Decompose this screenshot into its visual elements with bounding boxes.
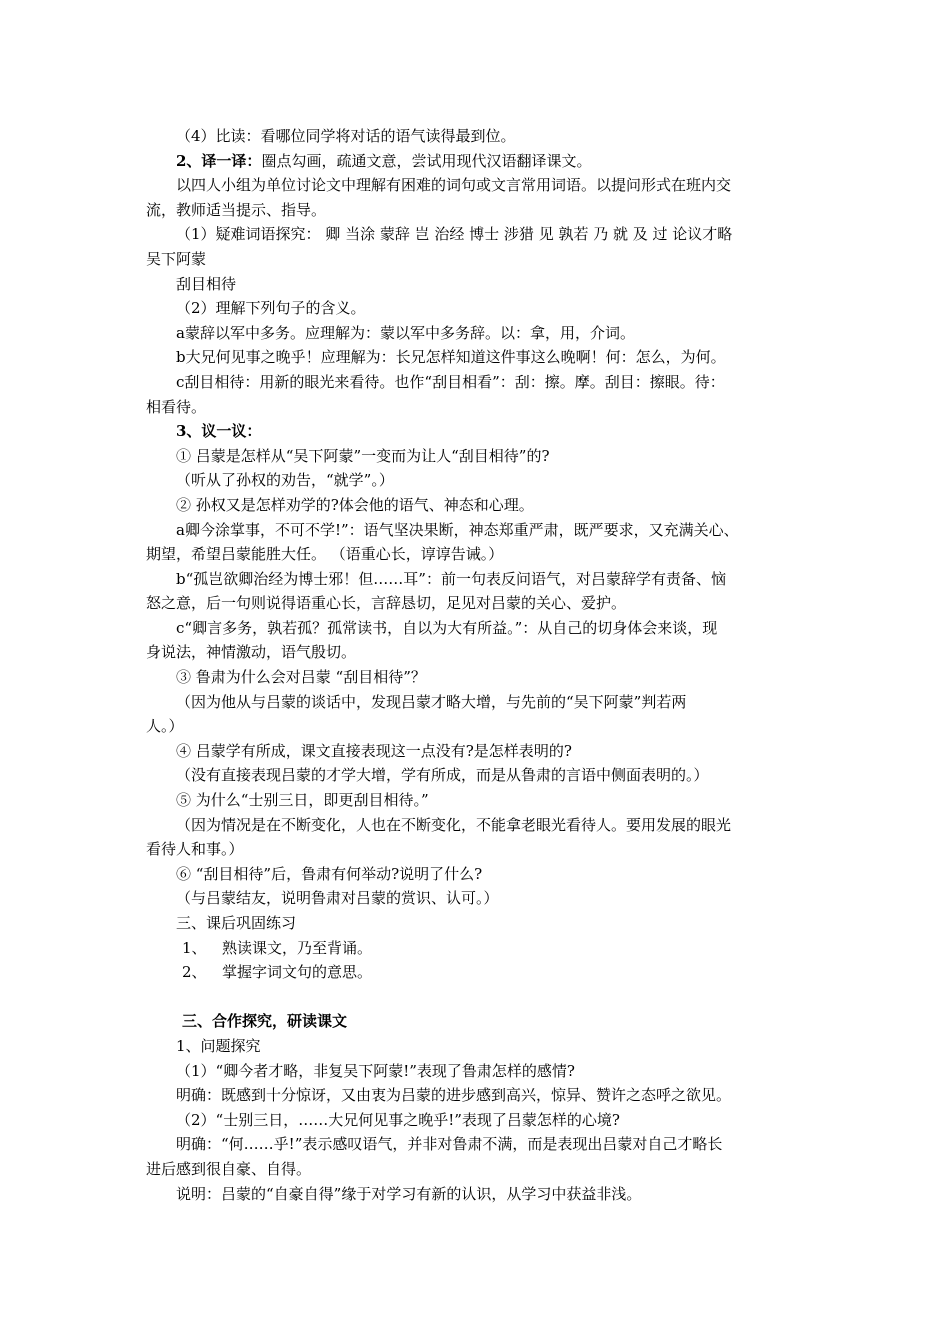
text-line: 1、问题探究 [176, 1036, 261, 1055]
text-line: （1）“卿今者才略，非复吴下阿蒙!”表现了鲁肃怎样的感情? [176, 1061, 575, 1080]
text-line: （因为情况是在不断变化，人也在不断变化，不能拿老眼光看待人。要用发展的眼光 [176, 815, 732, 834]
text-line: ② 孙权又是怎样劝学的?体会他的语气、神态和心理。 [176, 495, 534, 514]
text-line: （因为他从与吕蒙的谈话中，发现吕蒙才略大增，与先前的“吴下阿蒙”判若两 [176, 692, 687, 711]
text-line: 人。） [146, 717, 184, 736]
text-line: 流，教师适当提示、指导。 [146, 200, 327, 219]
text-line: （4）比读：看哪位同学将对话的语气读得最到位。 [176, 127, 516, 145]
text-line: ⑥ “刮目相待”后，鲁肃有何举动?说明了什么? [176, 864, 483, 883]
text-line: ④ 吕蒙学有所成，课文直接表现这一点没有?是怎样表明的? [176, 741, 572, 760]
text-line: 刮目相待 [176, 274, 237, 293]
text-line: a卿今涂掌事，不可不学!”：语气坚决果断，神态郑重严肃，既严要求，又充满关心、 [176, 520, 739, 539]
numbered-item [146, 936, 810, 961]
text-line: 明确：“何……乎!”表示感叹语气，并非对鲁肃不满，而是表现出吕蒙对自己才略长 [176, 1135, 723, 1154]
text-line: b大兄何见事之晚乎！应理解为：长兄怎样知道这件事这么晚啊！何：怎么，为何。 [176, 348, 726, 367]
text-line: c刮目相待：用新的眼光来看待。也作“刮目相看”：刮：擦。摩。刮目：擦眼。待： [176, 372, 725, 391]
section-heading-discuss: 3、议一议： [176, 422, 262, 441]
item-text: 熟读课文，乃至背诵。 [222, 938, 373, 957]
text-line: 进后感到很自豪、自得。 [146, 1159, 312, 1178]
heading-text: 圈点勾画，疏通文意，尝试用现代汉语翻译课文。 [261, 151, 592, 170]
text-line: ① 吕蒙是怎样从“吴下阿蒙”一变而为让人“刮目相待”的? [176, 446, 550, 465]
text-line: 身说法，神情激动，语气殷切。 [146, 643, 357, 662]
text-line: 看待人和事。） [146, 840, 244, 859]
text-line: （与吕蒙结友，说明鲁肃对吕蒙的赏识、认可。） [176, 889, 499, 908]
text-line: （听从了孙权的劝告，“就学”。） [176, 471, 394, 490]
item-number: 1、 [182, 938, 207, 957]
text-line: c“卿言多务，孰若孤？孤常读书，自以为大有所益。”：从自己的切身体会来谈，现 [176, 618, 718, 637]
text-line: 相看待。 [146, 397, 207, 416]
blank-line [146, 985, 810, 1010]
text-line: （没有直接表现吕蒙的才学大增，学有所成，而是从鲁肃的言语中侧面表明的。） [176, 766, 709, 785]
text-line: 怒之意，后一句则说得语重心长，言辞恳切，足见对吕蒙的关心、爱护。 [146, 594, 627, 613]
numbered-item [146, 960, 810, 985]
text-line: ③ 鲁肃为什么会对吕蒙 “刮目相待”？ [176, 668, 426, 687]
text-line: 期望，希望吕蒙能胜大任。 （语重心长，谆谆告诫。） [146, 545, 504, 564]
text-line: ⑤ 为什么“士别三日，即更刮目相待。” [176, 791, 429, 810]
text-line: （2）“士别三日，……大兄何见事之晚乎!”表现了吕蒙怎样的心境? [176, 1110, 620, 1129]
text-line: 以四人小组为单位讨论文中理解有困难的词句或文言常用词语。以提问形式在班内交 [176, 176, 732, 195]
document-body [146, 124, 810, 1206]
section-heading-translate [146, 149, 810, 174]
text-line: 说明：吕蒙的“自豪自得”缘于对学习有新的认识，从学习中获益非浅。 [176, 1184, 642, 1203]
text-line: （1）疑难词语探究： 卿 当涂 蒙辞 岂 治经 博士 涉猎 见 孰若 乃 就 及 过 论议才略 [176, 225, 733, 244]
section-heading-explore: 三、合作探究，研读课文 [182, 1012, 348, 1031]
item-number: 2、 [182, 963, 207, 982]
text-line: （2）理解下列句子的含义。 [176, 299, 366, 318]
text-line: a蒙辞以军中多务。应理解为：蒙以军中多务辞。以：拿，用，介词。 [176, 323, 635, 342]
text-line: 明确：既感到十分惊讶，又由衷为吕蒙的进步感到高兴，惊异、赞许之态呼之欲见。 [176, 1086, 732, 1105]
text-line: b“孤岂欲卿治经为博士邪！但……耳”：前一句表反问语气，对吕蒙辞学有责备、恼 [176, 569, 726, 588]
heading-label: 2、译一译： [176, 151, 262, 170]
item-text: 掌握字词文句的意思。 [222, 963, 373, 982]
text-line: 吴下阿蒙 [146, 249, 207, 268]
section-heading-exercise: 三、课后巩固练习 [176, 914, 297, 932]
